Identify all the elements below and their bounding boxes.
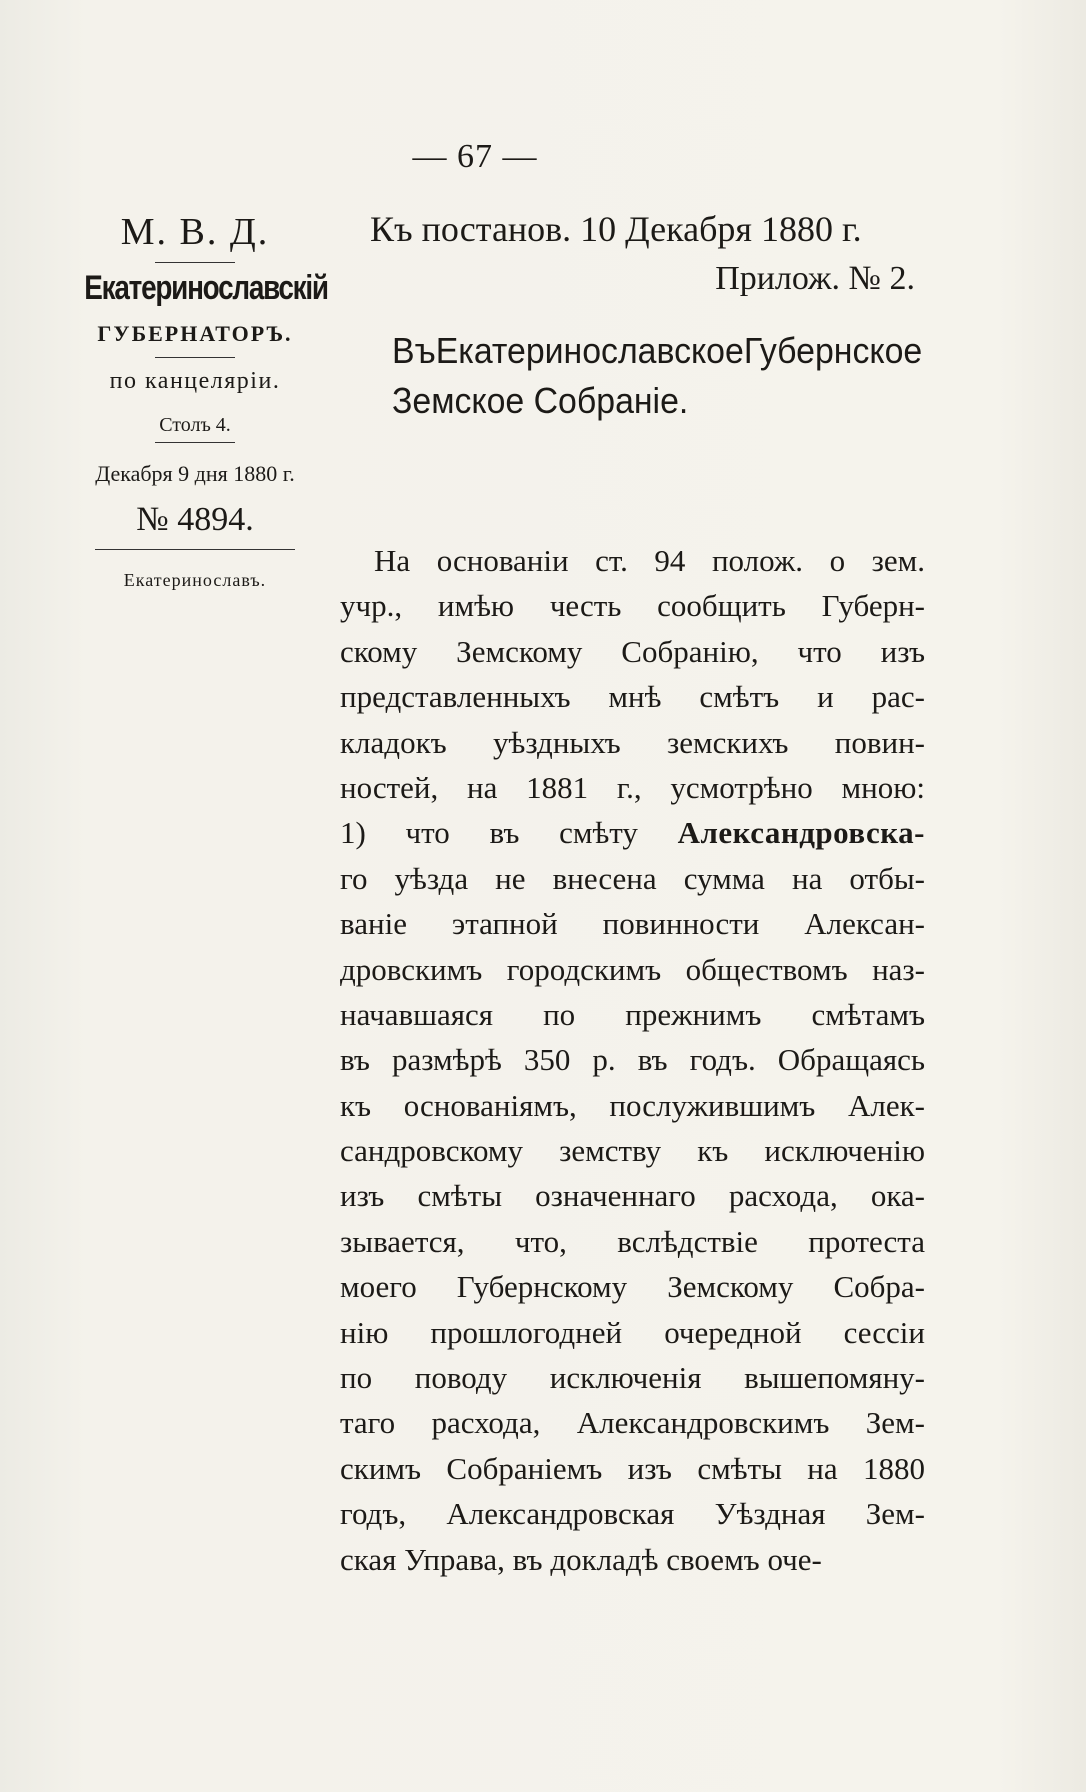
left-margin-block xyxy=(60,210,330,591)
governorate-label: Екатеринославскій xyxy=(84,269,328,307)
body-line: учр., имѣю честь сообщить Губерн- xyxy=(340,588,925,624)
body-line: по поводу исключенія вышепомяну- xyxy=(340,1360,925,1396)
body-line xyxy=(340,810,925,855)
bold-district-name: Александровска- xyxy=(677,815,925,851)
addressee-word: Губернское xyxy=(743,330,923,371)
body-line: скому Земскому Собранію, что изъ xyxy=(340,633,925,669)
body-line: таго расхода, Александровскимъ Зем- xyxy=(340,1405,925,1441)
body-line: сандровскому земству къ исключенію xyxy=(340,1133,925,1169)
body-line: зывается, что, вслѣдствіе протеста xyxy=(340,1223,925,1259)
addressee-line: Земское Собраніе. xyxy=(392,380,689,421)
date-label: Декабря 9 дня 1880 г. xyxy=(95,461,295,486)
body-line: въ размѣрѣ 350 р. въ годъ. Обращаясь xyxy=(340,1042,925,1078)
body-line: начавшаяся по прежнимъ смѣтамъ xyxy=(340,996,925,1032)
body-line: изъ смѣты означеннаго расхода, ока- xyxy=(340,1178,925,1214)
city-label: Екатеринославъ. xyxy=(123,570,267,590)
body-line: На основаніи ст. 94 полож. о зем. xyxy=(374,543,925,578)
body-line: моего Губернскому Земскому Собра- xyxy=(340,1269,925,1305)
body-line: ностей, на 1881 г., усмотрѣно мною: xyxy=(340,769,925,805)
document-number: № 4894. xyxy=(136,501,254,538)
desk-label: Столъ 4. xyxy=(159,414,231,436)
body-line: ская Управа, въ докладѣ своемъ оче- xyxy=(340,1541,822,1577)
body-line: скимъ Собраніемъ изъ смѣты на 1880 xyxy=(340,1450,925,1486)
body-text xyxy=(340,538,925,1582)
body-line: дровскимъ городскимъ обществомъ наз- xyxy=(340,951,925,987)
office-label: по канцеляріи. xyxy=(109,368,281,394)
ministry-label: М. В. Д. xyxy=(120,211,270,253)
addressee-word: Екатеринославское xyxy=(435,330,744,371)
divider xyxy=(95,549,295,550)
body-line: го уѣзда не внесена сумма на отбы- xyxy=(340,860,925,896)
header-block xyxy=(370,208,915,320)
body-line: кладокъ уѣздныхъ земскихъ повин- xyxy=(340,724,925,760)
governor-label: ГУБЕРНАТОРЪ. xyxy=(97,321,293,346)
body-line: годъ, Александровская Уѣздная Зем- xyxy=(340,1496,925,1532)
divider xyxy=(155,442,235,443)
addressee-word: Въ xyxy=(392,330,436,371)
resolution-line: Къ постанов. 10 Декабря 1880 г. xyxy=(370,209,862,249)
addressee-line xyxy=(392,326,923,376)
body-line: ваніе этапной повинности Алексан- xyxy=(340,906,925,942)
body-line: нію прошлогодней очередной сессіи xyxy=(340,1314,925,1350)
body-line: представленныхъ мнѣ смѣтъ и рас- xyxy=(340,679,925,715)
addressee-block xyxy=(392,326,923,426)
appendix-label: Прилож. № 2. xyxy=(715,260,915,297)
divider xyxy=(155,262,235,263)
body-line-start: 1) что въ смѣту xyxy=(340,815,678,851)
body-line: къ основаніямъ, послужившимъ Алек- xyxy=(340,1087,925,1123)
page-number: — 67 — xyxy=(412,138,538,175)
divider xyxy=(155,357,235,358)
